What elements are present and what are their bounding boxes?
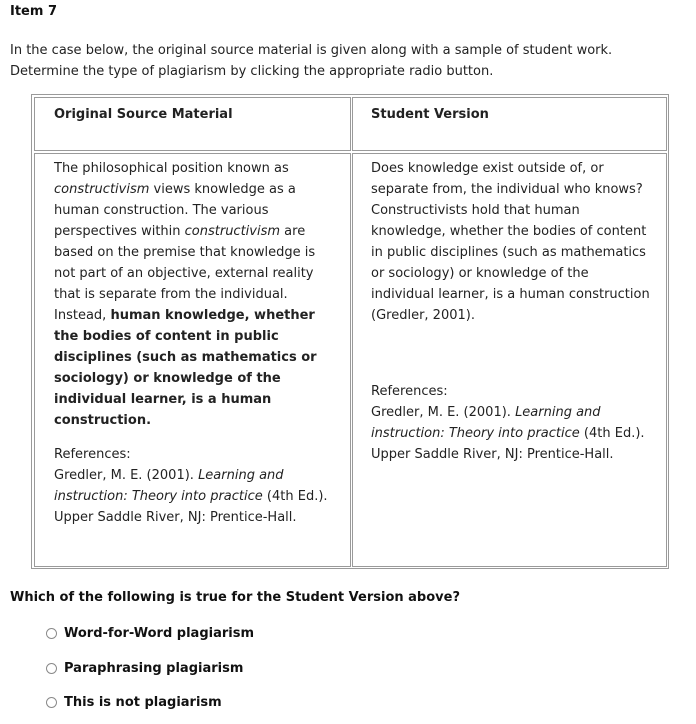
original-references (54, 444, 338, 528)
references-label: References: (371, 384, 448, 399)
option-paraphrasing[interactable] (46, 661, 243, 676)
radio-button-icon[interactable] (46, 697, 57, 708)
original-text-seg4: constructivism (184, 224, 281, 239)
original-text-seg5: are based on the premise that knowledge is not part of an objective, external reality that is separate from the individual. Instead, (54, 224, 316, 323)
original-source-text (54, 158, 338, 431)
reference-title: Learning and instruction: Theory into practice (371, 405, 601, 441)
reference-author: Gredler, M. E. (2001). (54, 468, 199, 483)
student-version-cell (352, 153, 667, 567)
student-header: Student Version (352, 97, 667, 151)
option-not-plagiarism[interactable] (46, 695, 222, 710)
original-source-cell (34, 153, 351, 567)
student-references (371, 381, 654, 465)
comparison-table (31, 94, 669, 569)
question-text: Which of the following is true for the Student Version above? (10, 590, 460, 605)
reference-rest: (4th Ed.). Upper Saddle River, NJ: Prentice-Hall. (371, 426, 645, 462)
original-text-seg1: The philosophical position known as (54, 161, 289, 176)
option-label: Word-for-Word plagiarism (64, 626, 254, 641)
option-label: This is not plagiarism (64, 695, 222, 710)
item-title: Item 7 (10, 4, 57, 19)
reference-title: Learning and instruction: Theory into practice (54, 468, 284, 504)
original-text-bold: human knowledge, whether the bodies of content in public disciplines (such as mathematics or sociology) or knowledge of the individual learner, is a human construction. (54, 308, 317, 428)
references-label: References: (54, 447, 131, 462)
reference-rest: (4th Ed.). Upper Saddle River, NJ: Prentice-Hall. (54, 489, 328, 525)
radio-button-icon[interactable] (46, 628, 57, 639)
radio-button-icon[interactable] (46, 663, 57, 674)
option-word-for-word[interactable] (46, 626, 254, 641)
option-label: Paraphrasing plagiarism (64, 661, 244, 676)
reference-author: Gredler, M. E. (2001). (371, 405, 516, 420)
student-version-text: Does knowledge exist outside of, or separate from, the individual who knows? Constructivists hold that human knowledge, whether the bodies of content in public disciplines (such as mathematics or sociology) or knowledge of the individual learner, is a human construction (Gredler, 2001). (371, 161, 650, 323)
original-text-seg3: views knowledge as a human construction. The various perspectives within (54, 182, 296, 239)
original-text-seg2: constructivism (54, 182, 150, 197)
instructions: In the case below, the original source material is given along with a sample of student work. Determine the type of plagiarism by clicking the appropriate radio button. (10, 43, 613, 79)
original-header: Original Source Material (34, 97, 351, 151)
